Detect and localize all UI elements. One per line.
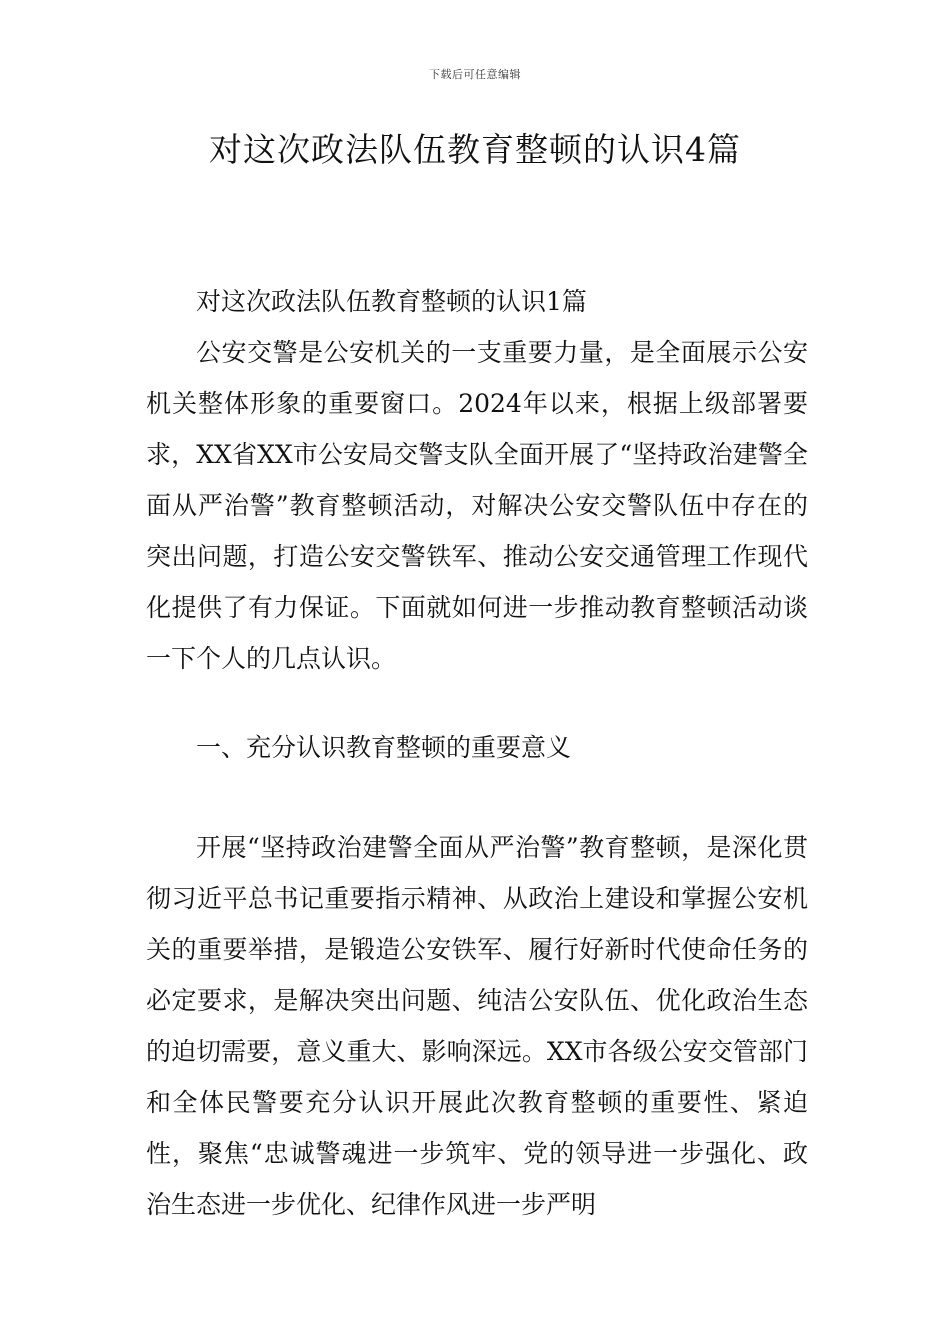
document-title: 对这次政法队伍教育整顿的认识4篇 — [209, 130, 741, 169]
document-subtitle: 对这次政法队伍教育整顿的认识1篇 — [196, 287, 587, 316]
body-paragraph-2: 开展“坚持政治建警全面从严治警”教育整顿，是深化贯彻习近平总书记重要指示精神、从政治上建设和掌握公安机关的重要举措，是锻造公安铁军、履行好新时代使命任务的必定要求，是解决突出问题、纯洁公安队伍、优化政治生态的迫切需要，意义重大、影响深远。XX市各级公安交管部门和全体民警要充分认识开展此次教育整顿的重要性、紧迫性，聚焦“忠诚警魂进一步筑牢、党的领导进一步强化、政治生态进一步优化、纪律作风进一步严明 — [146, 833, 808, 1219]
section-heading-1: 一、充分认识教育整顿的重要意义 — [196, 733, 572, 762]
header-note: 下载后可任意编辑 — [429, 68, 521, 81]
body-paragraph-1: 公安交警是公安机关的一支重要力量，是全面展示公安机关整体形象的重要窗口。2024年以来，根据上级部署要求，XX省XX市公安局交警支队全面开展了“坚持政治建警全面从严治警”教育整顿活动，对解决公安交警队伍中存在的突出问题，打造公安交警铁军、推动公安交通管理工作现代化提供了有力保证。下面就如何进一步推动教育整顿活动谈一下个人的几点认识。 — [146, 338, 808, 673]
